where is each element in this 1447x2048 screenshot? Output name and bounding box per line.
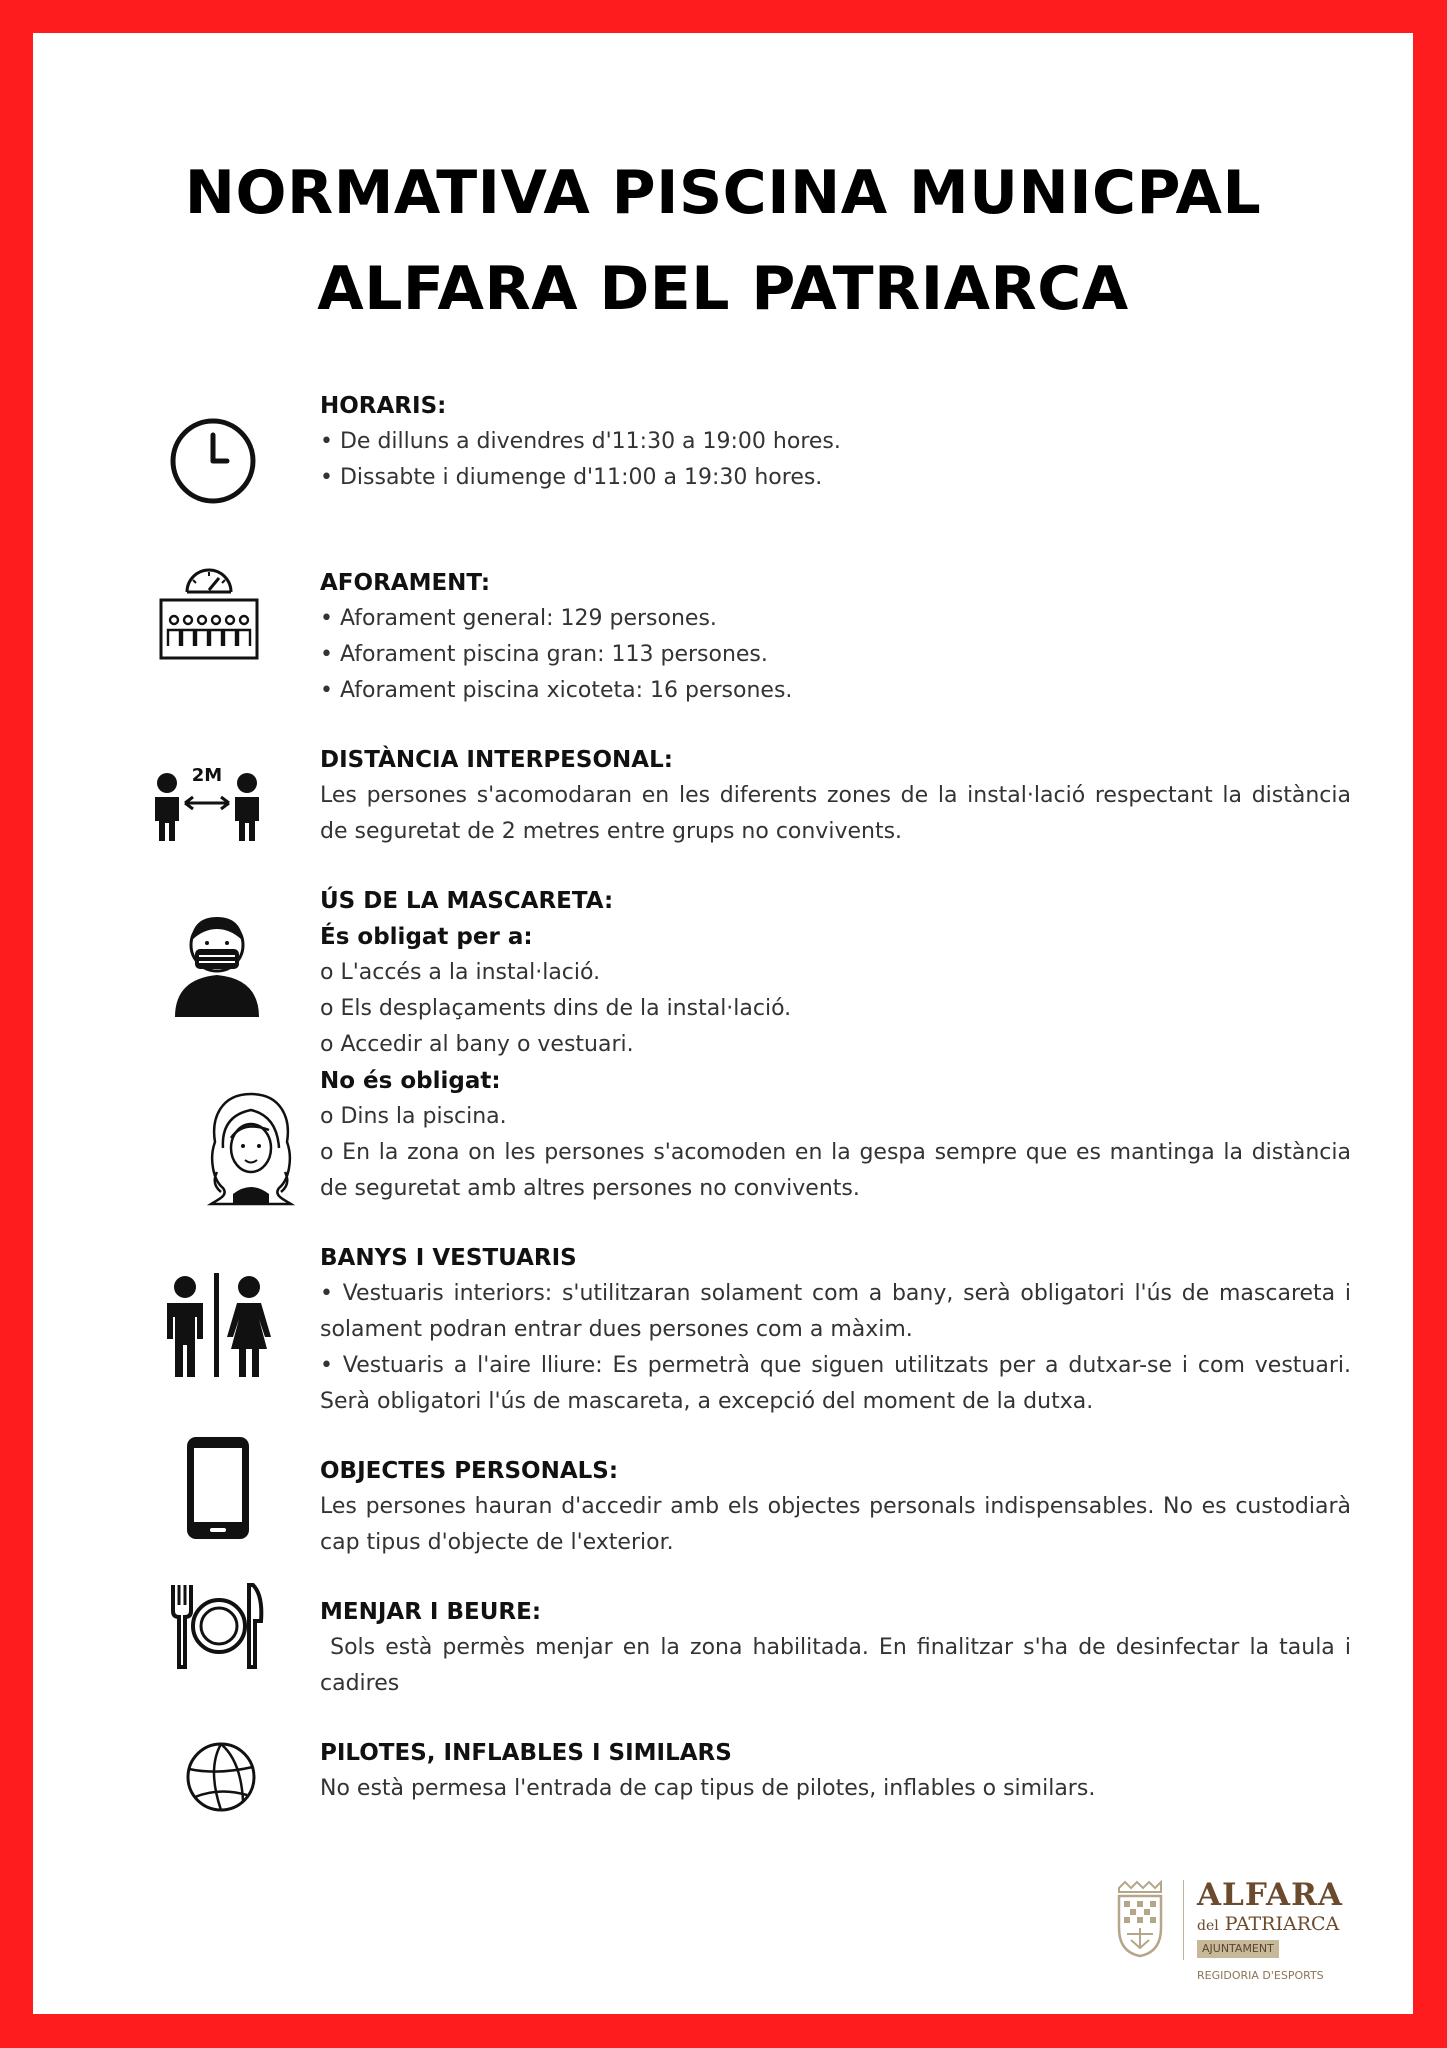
section-text: • Vestuaris a l'aire lliure: Es permetrà que siguen utilitzats per a dutxar-se i com vestuari. Serà obligatori l'ús de mascareta, a excepció del moment de la dutxa. (320, 1353, 1351, 1414)
town-crest-icon (1115, 1878, 1165, 1962)
restroom-icon (159, 1267, 275, 1379)
section-horaris (320, 388, 1351, 496)
logo-divider (1183, 1880, 1184, 1960)
list-item: • Dissabte i diumenge d'11:00 a 19:30 hores. (320, 465, 823, 490)
section-text: Sols està permès menjar en la zona habilitada. En finalitzar s'ha de desinfectar la taula i cadires (320, 1635, 1359, 1696)
subheading-no-obligat: No és obligat: (320, 1068, 501, 1094)
woman-face-icon (203, 1088, 299, 1206)
section-aforament (320, 565, 1351, 709)
list-item: o L'accés a la instal·lació. (320, 960, 601, 985)
distance-label: 2M (191, 765, 223, 786)
section-heading: BANYS I VESTUARIS (320, 1245, 577, 1271)
section-heading: DISTÀNCIA INTERPESONAL: (320, 747, 673, 773)
list-item: o En la zona on les persones s'acomoden en la gespa sempre que es mantinga la distància de seguretat amb altres persones no convivents. (320, 1140, 1351, 1201)
section-heading: AFORAMENT: (320, 570, 491, 596)
section-objectes (320, 1453, 1351, 1561)
section-text: • Vestuaris interiors: s'utilitzaran solament com a bany, serà obligatori l'ús de mascareta i solament podran entrar dues persones com a màxim. (320, 1281, 1351, 1342)
logo-sub-main: PATRIARCA (1224, 1913, 1340, 1935)
notice-page (33, 33, 1413, 2014)
list-item: • Aforament piscina xicoteta: 16 persones. (320, 678, 793, 703)
list-item: • De dilluns a divendres d'11:30 a 19:00 hores. (320, 429, 841, 454)
list-item: o Els desplaçaments dins de la instal·lació. (320, 996, 792, 1021)
section-heading: OBJECTES PERSONALS: (320, 1458, 619, 1484)
capacity-meter-icon (157, 556, 261, 662)
section-menjar (320, 1594, 1359, 1702)
section-text: Les persones s'acomodaran en les diferents zones de la instal·lació respectant la distància de seguretat de 2 metres entre grups no convivents. (320, 783, 1351, 844)
section-heading: PILOTES, INFLABLES I SIMILARS (320, 1740, 732, 1766)
list-item: o Dins la piscina. (320, 1104, 507, 1129)
section-distancia (320, 742, 1351, 850)
municipality-logo (1115, 1878, 1375, 1990)
logo-subtitle (1197, 1912, 1339, 1938)
masked-person-icon (171, 905, 263, 1017)
logo-name: ALFARA (1197, 1877, 1343, 1913)
section-text: Les persones hauran d'accedir amb els objectes personals indispensables. No es custodiarà cap tipus d'objecte de l'exterior. (320, 1494, 1351, 1555)
beach-ball-icon (183, 1739, 259, 1815)
section-text: No està permesa l'entrada de cap tipus de pilotes, inflables o similars. (320, 1776, 1096, 1801)
section-banys (320, 1240, 1351, 1420)
social-distance-icon (151, 763, 263, 843)
clock-icon (163, 411, 263, 511)
logo-badge: AJUNTAMENT (1197, 1940, 1279, 1958)
logo-sub-prefix: del (1197, 1918, 1219, 1934)
section-heading: ÚS DE LA MASCARETA: (320, 888, 614, 914)
list-item: • Aforament piscina gran: 113 persones. (320, 642, 768, 667)
logo-department: REGIDORIA D'ESPORTS (1197, 1969, 1324, 1982)
page-title (33, 145, 1413, 337)
title-line-1: NORMATIVA PISCINA MUNICPAL (184, 158, 1262, 228)
list-item: o Accedir al bany o vestuari. (320, 1032, 634, 1057)
section-heading: HORARIS: (320, 393, 447, 419)
title-line-2: ALFARA DEL PATRIARCA (317, 254, 1129, 324)
plate-cutlery-icon (167, 1581, 267, 1671)
section-mascareta (320, 883, 1351, 1207)
section-pilotes (320, 1735, 1351, 1807)
smartphone-icon (185, 1435, 251, 1541)
list-item: • Aforament general: 129 persones. (320, 606, 717, 631)
subheading-obligat: És obligat per a: (320, 924, 533, 950)
section-heading: MENJAR I BEURE: (320, 1599, 542, 1625)
